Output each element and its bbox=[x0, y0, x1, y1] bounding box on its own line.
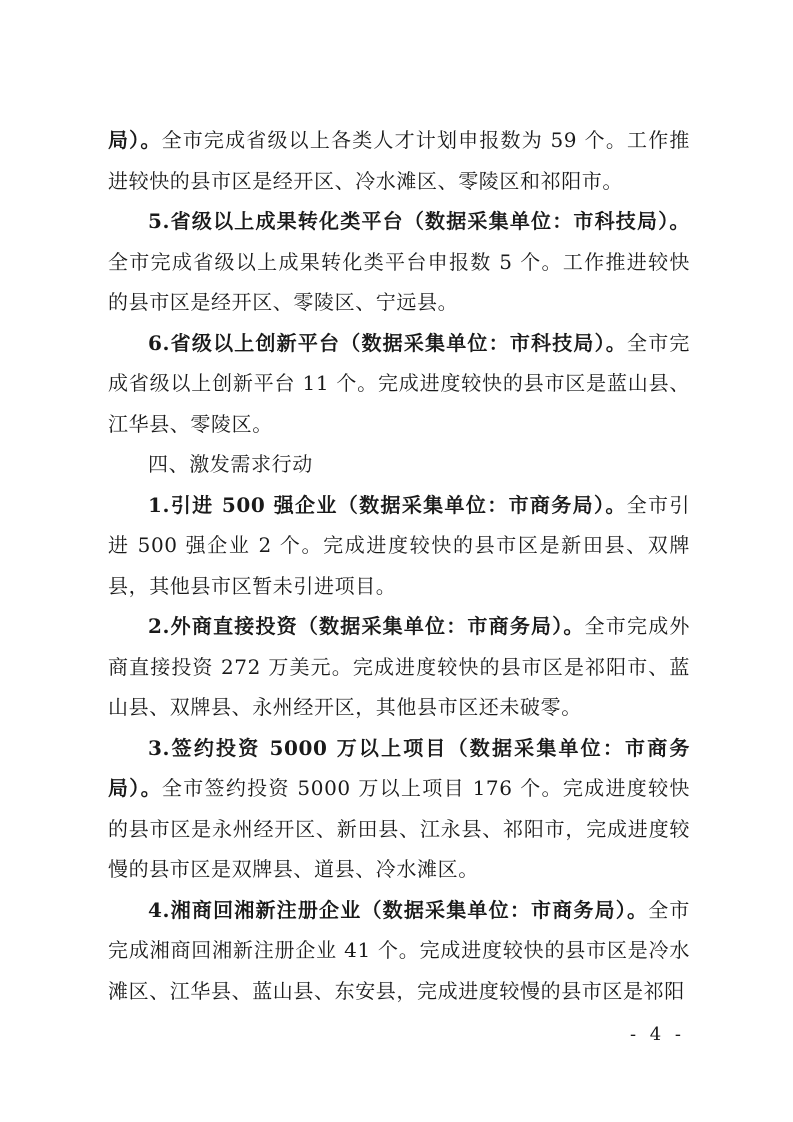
paragraph-text: 全市完成省级以上各类人才计划申报数为 59 个。工作推进较快的县市区是经开区、冷水滩区、零陵区和祁阳市。 bbox=[108, 128, 690, 193]
paragraph-text: 全市完成省级以上成果转化类平台申报数 5 个。工作推进较快的县市区是经开区、零陵区、宁远县。 bbox=[108, 249, 690, 314]
bold-heading: 局）。 bbox=[108, 128, 162, 152]
page-number: - 4 - bbox=[629, 1024, 685, 1045]
document-body bbox=[108, 120, 690, 1011]
paragraph-fdi bbox=[108, 606, 690, 728]
paragraph-innovation-platform bbox=[108, 323, 690, 445]
section-title: 四、激发需求行动 bbox=[148, 452, 313, 476]
bold-heading: 2.外商直接投资（数据采集单位：市商务局）。 bbox=[148, 614, 585, 638]
paragraph-achievement-platform bbox=[108, 201, 690, 323]
bold-heading: 6.省级以上创新平台（数据采集单位：市科技局）。 bbox=[148, 330, 627, 355]
paragraph-top500 bbox=[108, 485, 690, 607]
paragraph-talent-plan-continued bbox=[108, 120, 690, 201]
paragraph-text: 全市签约投资 5000 万以上项目 176 个。完成进度较快的县市区是永州经开区、新田县、江永县、祁阳市，完成进度较慢的县市区是双牌县、道县、冷水滩区。 bbox=[108, 776, 690, 881]
paragraph-text: 全市完成湘商回湘新注册企业 41 个。完成进度较快的县市区是冷水滩区、江华县、蓝山县、东安县，完成进度较慢的县市区是祁阳 bbox=[108, 897, 690, 1003]
paragraph-text: 全市引进 500 强企业 2 个。完成进度较快的县市区是新田县、双牌县，其他县市区暂未引进项目。 bbox=[108, 492, 690, 598]
bold-heading: 3.签约投资 5000 万以上项目（数据采集单位：市商务局）。 bbox=[108, 735, 690, 800]
paragraph-signed-projects bbox=[108, 728, 690, 890]
bold-heading: 1.引进 500 强企业（数据采集单位：市商务局）。 bbox=[148, 492, 627, 517]
paragraph-text: 全市完成省级以上创新平台 11 个。完成进度较快的县市区是蓝山县、江华县、零陵区。 bbox=[108, 330, 690, 436]
bold-heading: 5.省级以上成果转化类平台（数据采集单位：市科技局）。 bbox=[148, 209, 690, 233]
bold-heading: 4.湘商回湘新注册企业（数据采集单位：市商务局）。 bbox=[148, 897, 649, 922]
paragraph-text: 全市完成外商直接投资 272 万美元。完成进度较快的县市区是祁阳市、蓝山县、双牌县、永州经开区，其他县市区还未破零。 bbox=[108, 614, 690, 719]
section-heading-demand bbox=[108, 444, 690, 485]
paragraph-returning-enterprises bbox=[108, 890, 690, 1012]
